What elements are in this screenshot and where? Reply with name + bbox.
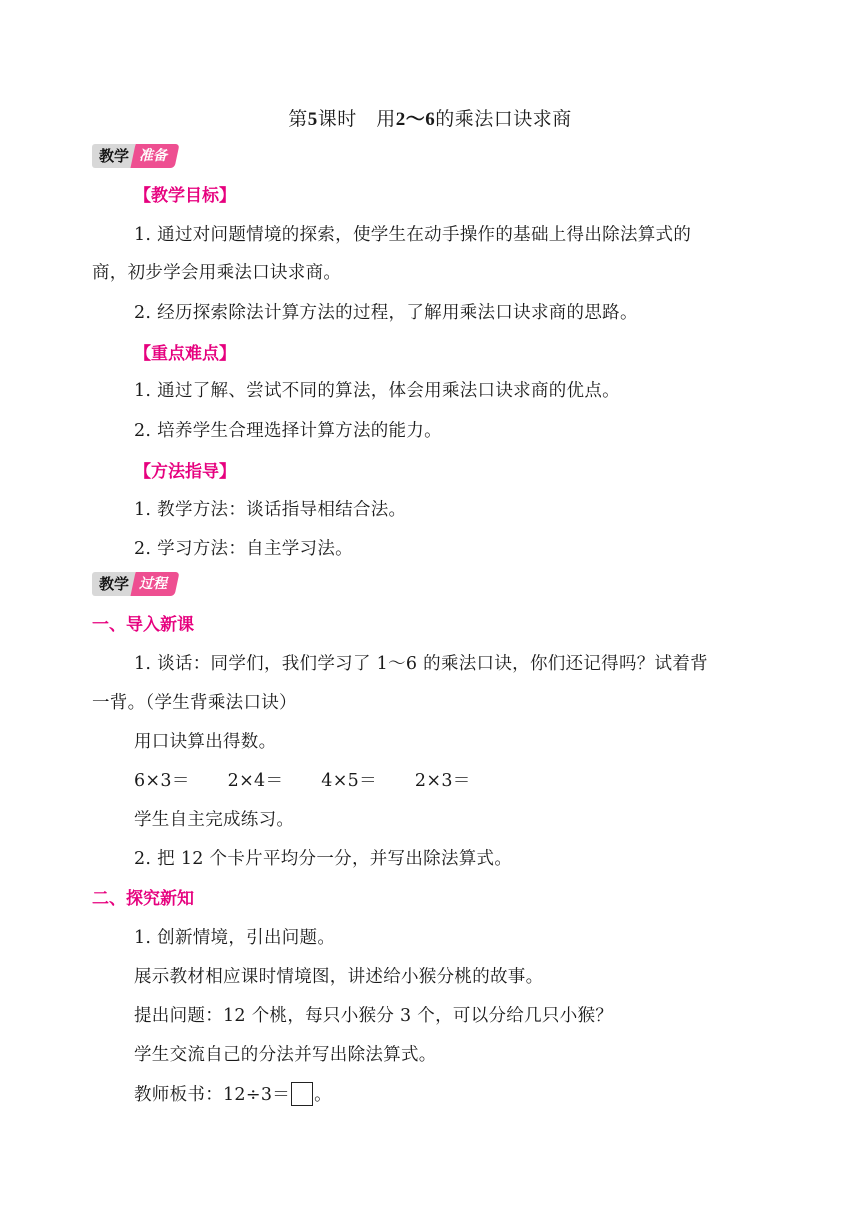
calc-item: 4×5＝ [321, 771, 377, 791]
title-prefix: 第 [288, 108, 308, 130]
method-1: 1. 教学方法：谈话指导相结合法。 [134, 500, 407, 520]
goal-1-line-2: 商，初步学会用乘法口诀求商。 [92, 263, 342, 283]
sec1-item-2: 2. 把 12 个卡片平均分一分，并写出除法算式。 [134, 849, 513, 869]
calc-item: 2×4＝ [227, 771, 284, 791]
board-suffix: 。 [314, 1085, 332, 1105]
title-range: 2～6 [395, 109, 436, 130]
title-middle: 课时 用 [317, 108, 396, 130]
sec2-item-1: 1. 创新情境，引出问题。 [134, 928, 336, 948]
section-2-heading: 二、探究新知 [92, 889, 194, 909]
board-writing [134, 1081, 332, 1106]
tag-gray-label: 教学 [92, 572, 135, 596]
teaching-process-tag [92, 571, 177, 597]
tag-pink-label [130, 572, 179, 596]
key-difficulty-heading: 【重点难点】 [134, 344, 236, 364]
tag-gray-label: 教学 [92, 144, 135, 168]
title-suffix: 的乘法口诀求商 [435, 108, 572, 130]
goal-1-line-1: 1. 通过对问题情境的探索，使学生在动手操作的基础上得出除法算式的 [134, 225, 692, 245]
sec1-item-1-line-1: 1. 谈话：同学们，我们学习了 1～6 的乘法口诀，你们还记得吗？试着背 [134, 654, 708, 674]
tag-pink-label [130, 144, 179, 168]
teaching-goals-heading: 【教学目标】 [134, 186, 236, 206]
sec1-item-1-line-2: 一背。（学生背乘法口诀） [92, 693, 297, 713]
calc-row [134, 767, 509, 792]
tag-pink-text: 过程 [139, 576, 168, 592]
sec2-exchange: 学生交流自己的分法并写出除法算式。 [134, 1045, 437, 1065]
sec2-question: 提出问题：12 个桃，每只小猴分 3 个，可以分给几只小猴？ [134, 1006, 614, 1026]
tag-pink-text: 准备 [139, 148, 168, 164]
answer-box [291, 1082, 313, 1106]
method-heading: 【方法指导】 [134, 462, 236, 482]
section-1-heading: 一、导入新课 [92, 615, 194, 635]
board-prefix: 教师板书：12÷3＝ [134, 1085, 291, 1105]
key-2: 2. 培养学生合理选择计算方法的能力。 [134, 421, 442, 441]
teaching-prep-tag [92, 143, 177, 169]
method-2: 2. 学习方法：自主学习法。 [134, 539, 353, 559]
goal-2: 2. 经历探索除法计算方法的过程，了解用乘法口诀求商的思路。 [134, 303, 638, 323]
calc-item: 2×3＝ [414, 771, 471, 791]
title-lesson-number: 5 [307, 109, 318, 130]
key-1: 1. 通过了解、尝试不同的算法，体会用乘法口诀求商的优点。 [134, 381, 620, 401]
sec2-show: 展示教材相应课时情境图，讲述给小猴分桃的故事。 [134, 967, 544, 987]
lesson-title [0, 104, 860, 131]
calc-intro: 用口诀算出得数。 [134, 732, 277, 752]
calc-item: 6×3＝ [134, 771, 190, 791]
practice-note: 学生自主完成练习。 [134, 810, 295, 830]
